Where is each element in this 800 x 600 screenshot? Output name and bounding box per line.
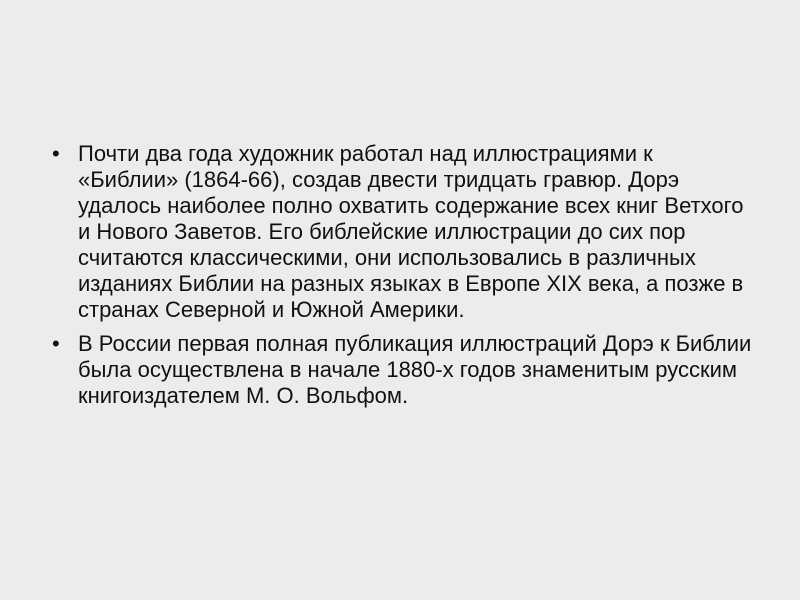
bullet-marker: • [52,331,60,356]
slide-content [52,141,752,417]
bullet-text: Почти два года художник работал над иллюстрациями к «Библии» (1864-66), создав двести тридцать гравюр. Дорэ удалось наиболее полно охватить содержание всех книг Ветхого и Нового Заветов. Его библейские иллюстрации до сих пор считаются классическими, они использовались в различных изданиях Библии на разных языках в Европе XIX века, а позже в странах Северной и Южной Америки. [78,141,744,322]
bullet-marker: • [52,141,60,166]
bullet-item [52,141,752,323]
bullet-text: В России первая полная публикация иллюстраций Дорэ к Библии была осуществлена в начале 1880-х годов знаменитым русским книгоиздателем М. О. Вольфом. [78,331,752,408]
bullet-item [52,331,752,409]
bullet-list [52,141,752,409]
